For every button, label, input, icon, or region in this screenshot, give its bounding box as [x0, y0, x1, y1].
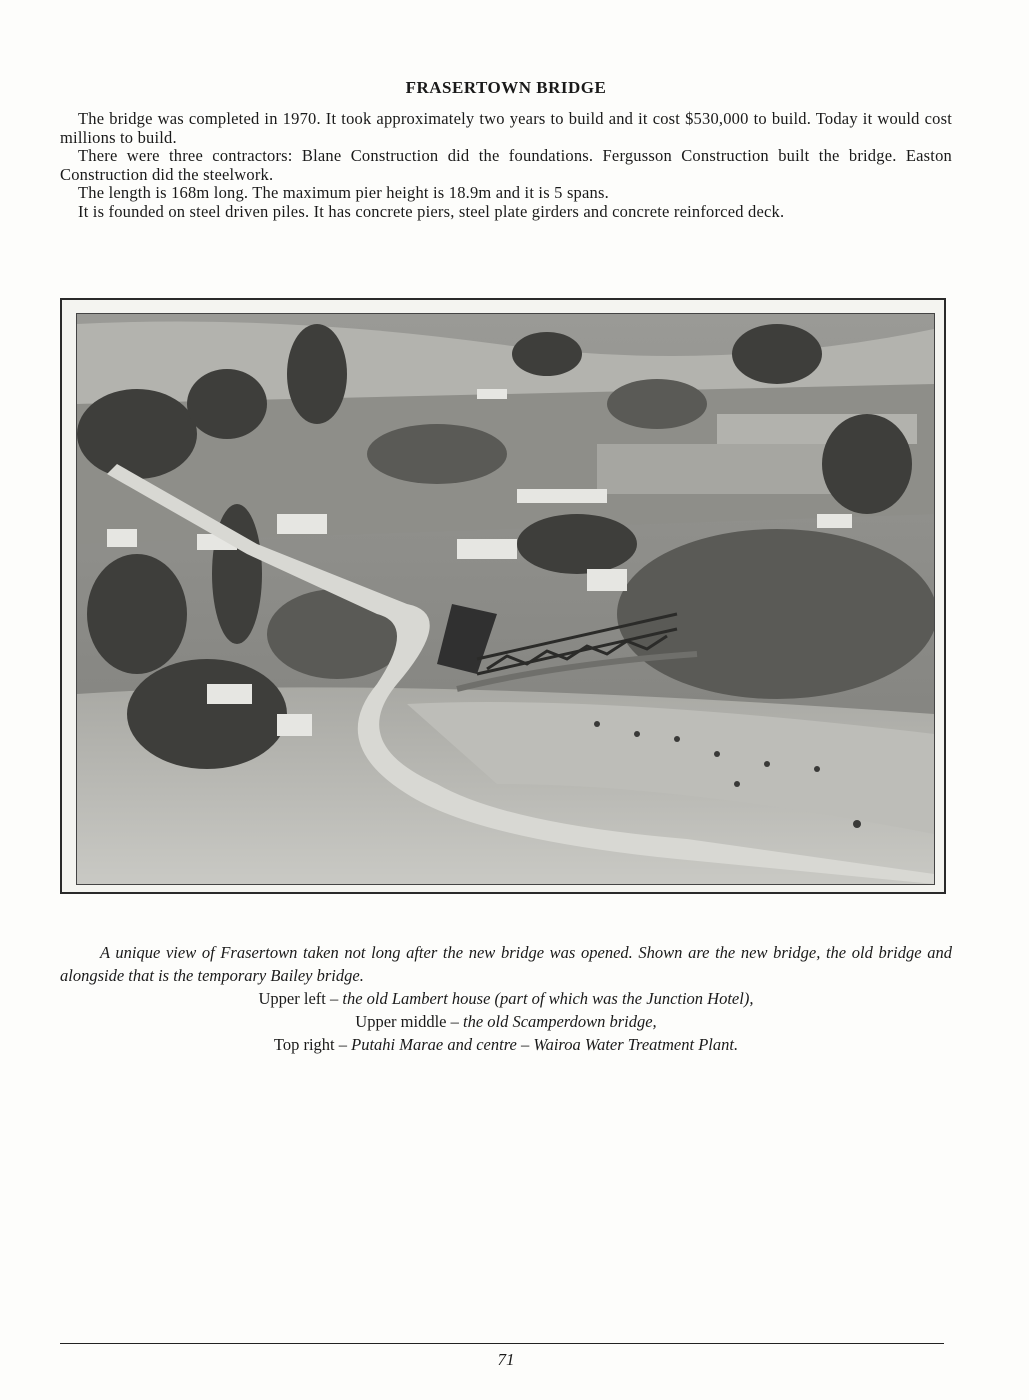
paragraph: It is founded on steel driven piles. It has concrete piers, steel plate girders and concrete reinforced deck. — [78, 201, 785, 221]
caption-line-text: the old Scamperdown bridge, — [462, 1012, 657, 1031]
caption-line — [60, 987, 952, 1010]
page-number: 71 — [497, 1350, 515, 1369]
caption-line-label: Upper middle – — [355, 1012, 463, 1031]
photo-caption — [60, 941, 952, 1056]
caption-line — [60, 1010, 952, 1033]
page-title: FRASERTOWN BRIDGE — [405, 78, 607, 97]
caption-line-text: Putahi Marae and centre – Wairoa Water Treatment Plant. — [351, 1035, 739, 1054]
caption-line-text: the old Lambert house (part of which was the Junction Hotel), — [342, 989, 754, 1008]
caption-line — [60, 1033, 952, 1056]
aerial-photograph — [76, 313, 935, 885]
caption-lead: A unique view of Frasertown taken not long after the new bridge was opened. Shown are the new bridge, the old bridge and alongside that is the temporary Bailey bridge. — [60, 943, 952, 985]
photo-frame — [60, 298, 946, 894]
paragraph: There were three contractors: Blane Construction did the foundations. Fergusson Construction built the bridge. Easton Construction did the steelwork. — [60, 146, 952, 184]
article-body — [60, 110, 952, 221]
paragraph: The bridge was completed in 1970. It took approximately two years to build and it cost $530,000 to build. Today it would cost millions to build. — [60, 109, 952, 147]
footer-divider — [60, 1343, 944, 1344]
paragraph: The length is 168m long. The maximum pier height is 18.9m and it is 5 spans. — [78, 183, 609, 202]
caption-line-label: Upper left – — [258, 989, 343, 1008]
photo-illustration — [77, 314, 934, 884]
caption-line-label: Top right – — [273, 1035, 352, 1054]
